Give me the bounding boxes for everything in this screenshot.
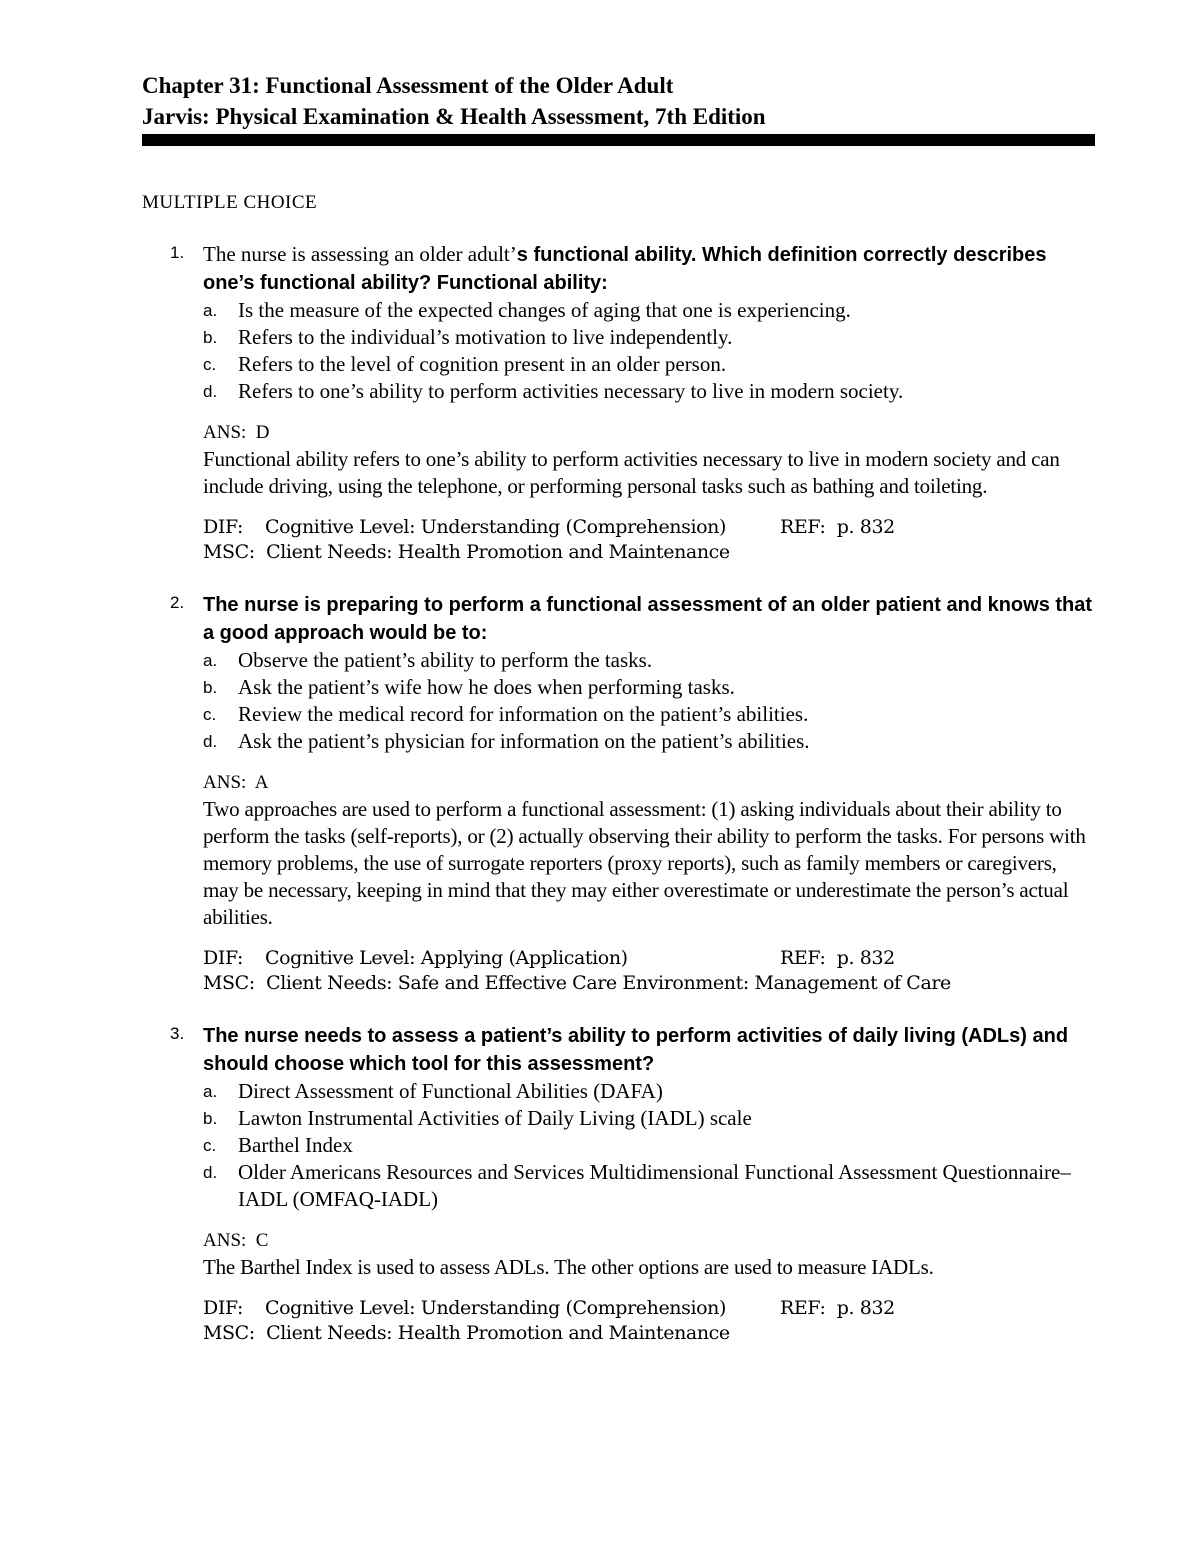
answer-rationale: The Barthel Index is used to assess ADLs. The other options are used to measure IADLs. <box>203 1255 934 1279</box>
option-list <box>203 297 1097 405</box>
option-letter: c. <box>203 355 217 374</box>
option-text: Ask the patient’s wife how he does when performing tasks. <box>238 675 735 699</box>
answer-line <box>203 1228 1097 1254</box>
question-metadata <box>203 1296 1097 1346</box>
question-stem <box>203 1021 1097 1078</box>
answer-rationale: Two approaches are used to perform a functional assessment: (1) asking individuals about their ability to perform the tasks (self-reports), or (2) actually observing their ability to perform the tasks. For persons with memory problems, the use of surrogate reporters (proxy reports), such as family members or caregivers, may be necessary, keeping in mind that they may either overestimate or underestimate the person’s actual abilities. <box>203 797 1086 929</box>
question-stem <box>203 240 1097 297</box>
msc-value: Client Needs: Health Promotion and Maintenance <box>266 1322 730 1344</box>
option-b <box>203 674 1097 701</box>
answer-block <box>203 1228 1097 1281</box>
dif-label: DIF: <box>203 516 244 538</box>
option-a <box>203 1078 1097 1105</box>
answer-label: ANS: <box>203 1230 247 1251</box>
question-number: 1. <box>170 243 185 262</box>
dif-row <box>203 946 1097 971</box>
header-rule <box>142 134 1095 146</box>
answer-value: C <box>255 1230 269 1251</box>
option-text: Barthel Index <box>238 1133 353 1157</box>
question-number: 3. <box>170 1024 185 1043</box>
book-title: Jarvis: Physical Examination & Health Assessment, 7th Edition <box>142 104 766 129</box>
dif-row <box>203 515 1097 540</box>
dif-value: Cognitive Level: Understanding (Comprehension) <box>265 1297 727 1319</box>
ref-value: p. 832 <box>836 516 895 538</box>
option-letter: a. <box>203 1082 218 1101</box>
question-1 <box>142 240 1097 565</box>
msc-label: MSC: <box>203 541 255 563</box>
option-text: Refers to the level of cognition present in an older person. <box>238 352 727 376</box>
msc-value: Client Needs: Safe and Effective Care Environment: Management of Care <box>266 972 951 994</box>
option-c <box>203 351 1097 378</box>
question-metadata <box>203 946 1097 996</box>
question-3 <box>142 1021 1097 1346</box>
question-stem-bold: The nurse needs to assess a patient’s ability to perform activities of daily living (ADLs) and should choose which tool for this assessment? <box>203 1025 1069 1075</box>
ref-value: p. 832 <box>836 947 895 969</box>
option-d <box>203 1159 1097 1213</box>
msc-label: MSC: <box>203 972 255 994</box>
option-a <box>203 647 1097 674</box>
dif-value: Cognitive Level: Applying (Application) <box>265 947 628 969</box>
ref-group <box>780 946 895 971</box>
ref-group <box>780 515 895 540</box>
msc-label: MSC: <box>203 1322 255 1344</box>
option-letter: d. <box>203 732 218 751</box>
option-c <box>203 1132 1097 1159</box>
option-text: Review the medical record for information on the patient’s abilities. <box>238 702 809 726</box>
answer-label: ANS: <box>203 422 247 443</box>
option-letter: b. <box>203 1109 218 1128</box>
question-2 <box>142 590 1097 996</box>
question-number: 2. <box>170 593 185 612</box>
dif-label: DIF: <box>203 1297 244 1319</box>
option-b <box>203 1105 1097 1132</box>
answer-line <box>203 420 1097 446</box>
ref-label: REF: <box>780 1297 826 1319</box>
answer-block <box>203 420 1097 500</box>
option-letter: d. <box>203 1163 218 1182</box>
option-letter: a. <box>203 651 218 670</box>
option-b <box>203 324 1097 351</box>
answer-value: D <box>255 422 270 443</box>
ref-label: REF: <box>780 516 826 538</box>
ref-label: REF: <box>780 947 826 969</box>
dif-row <box>203 1296 1097 1321</box>
dif-label: DIF: <box>203 947 244 969</box>
msc-row <box>203 1321 1097 1346</box>
option-text: Older Americans Resources and Services Multidimensional Functional Assessment Questionnaire–IADL (OMFAQ-IADL) <box>238 1160 1071 1211</box>
option-letter: c. <box>203 705 217 724</box>
question-stem-lead: The nurse is assessing an older adult’ <box>203 242 517 266</box>
option-a <box>203 297 1097 324</box>
dif-value: Cognitive Level: Understanding (Comprehension) <box>265 516 727 538</box>
answer-rationale: Functional ability refers to one’s ability to perform activities necessary to live in modern society and can include driving, using the telephone, or performing personal tasks such as bathing and toileting. <box>203 447 1060 498</box>
document-page <box>142 70 1097 1346</box>
option-d <box>203 728 1097 755</box>
answer-label: ANS: <box>203 772 247 793</box>
section-title: MULTIPLE CHOICE <box>142 192 318 213</box>
question-stem-bold: The nurse is preparing to perform a functional assessment of an older patient and knows that a good approach would be to: <box>203 594 1093 644</box>
msc-row <box>203 971 1097 996</box>
msc-value: Client Needs: Health Promotion and Maintenance <box>266 541 730 563</box>
question-stem <box>203 590 1097 647</box>
option-text: Ask the patient’s physician for information on the patient’s abilities. <box>238 729 810 753</box>
chapter-title: Chapter 31: Functional Assessment of the Older Adult <box>142 73 674 98</box>
option-text: Refers to one’s ability to perform activities necessary to live in modern society. <box>238 379 904 403</box>
option-letter: b. <box>203 678 218 697</box>
question-stem-bold: s functional ability. Which definition correctly describes one’s functional ability? Functional ability: <box>203 244 1047 294</box>
option-list <box>203 647 1097 755</box>
option-text: Observe the patient’s ability to perform the tasks. <box>238 648 653 672</box>
answer-block <box>203 770 1097 931</box>
answer-line <box>203 770 1097 796</box>
msc-row <box>203 540 1097 565</box>
answer-value: A <box>254 772 269 793</box>
option-c <box>203 701 1097 728</box>
option-text: Is the measure of the expected changes of aging that one is experiencing. <box>238 298 851 322</box>
option-list <box>203 1078 1097 1213</box>
ref-value: p. 832 <box>836 1297 895 1319</box>
question-metadata <box>203 515 1097 565</box>
option-letter: a. <box>203 301 218 320</box>
option-letter: d. <box>203 382 218 401</box>
option-text: Direct Assessment of Functional Abilities (DAFA) <box>238 1079 663 1103</box>
option-d <box>203 378 1097 405</box>
option-text: Lawton Instrumental Activities of Daily Living (IADL) scale <box>238 1106 752 1130</box>
option-text: Refers to the individual’s motivation to live independently. <box>238 325 733 349</box>
ref-group <box>780 1296 895 1321</box>
option-letter: c. <box>203 1136 217 1155</box>
option-letter: b. <box>203 328 218 347</box>
